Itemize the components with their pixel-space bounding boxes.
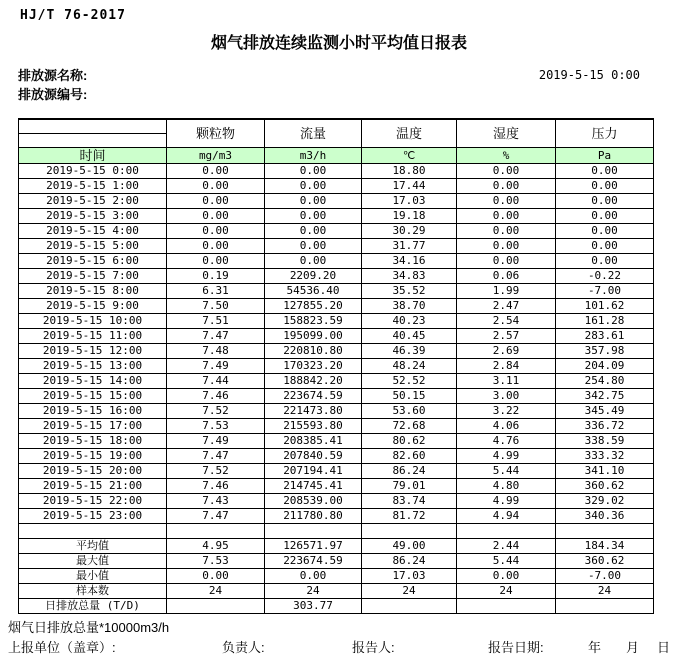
value-cell: 79.01 bbox=[362, 479, 457, 494]
time-cell: 2019-5-15 22:00 bbox=[19, 494, 167, 509]
value-cell: 3.00 bbox=[457, 389, 556, 404]
summary-value-cell: 0.00 bbox=[457, 569, 556, 584]
time-cell: 2019-5-15 11:00 bbox=[19, 329, 167, 344]
value-cell: 357.98 bbox=[556, 344, 654, 359]
value-cell: 7.53 bbox=[167, 419, 265, 434]
time-cell: 2019-5-15 17:00 bbox=[19, 419, 167, 434]
summary-value-cell: 5.44 bbox=[457, 554, 556, 569]
summary-value-cell: 24 bbox=[362, 584, 457, 599]
hour-row bbox=[19, 284, 654, 299]
responsible-person-label: 负责人: bbox=[222, 640, 265, 655]
column-header-pressure: 压力 bbox=[556, 119, 654, 148]
value-cell: 0.00 bbox=[457, 254, 556, 269]
summary-value-cell bbox=[457, 599, 556, 614]
hour-row bbox=[19, 479, 654, 494]
summary-value-cell: 2.44 bbox=[457, 539, 556, 554]
value-cell: 223674.59 bbox=[265, 389, 362, 404]
report-title: 烟气排放连续监测小时平均值日报表 bbox=[210, 35, 467, 52]
time-cell: 2019-5-15 12:00 bbox=[19, 344, 167, 359]
value-cell: 50.15 bbox=[362, 389, 457, 404]
value-cell: 7.49 bbox=[167, 359, 265, 374]
value-cell: 0.00 bbox=[265, 164, 362, 179]
value-cell: 2.69 bbox=[457, 344, 556, 359]
value-cell: 0.00 bbox=[167, 164, 265, 179]
summary-value-cell: 24 bbox=[265, 584, 362, 599]
hour-row bbox=[19, 359, 654, 374]
value-cell: -0.22 bbox=[556, 269, 654, 284]
summary-value-cell: 17.03 bbox=[362, 569, 457, 584]
hour-row bbox=[19, 389, 654, 404]
hour-row bbox=[19, 404, 654, 419]
value-cell: 336.72 bbox=[556, 419, 654, 434]
value-cell: 158823.59 bbox=[265, 314, 362, 329]
summary-row bbox=[19, 599, 654, 614]
summary-value-cell: 24 bbox=[167, 584, 265, 599]
value-cell: 2.84 bbox=[457, 359, 556, 374]
value-cell: 342.75 bbox=[556, 389, 654, 404]
value-cell: 5.44 bbox=[457, 464, 556, 479]
hour-row bbox=[19, 299, 654, 314]
summary-value-cell: 360.62 bbox=[556, 554, 654, 569]
time-cell: 2019-5-15 23:00 bbox=[19, 509, 167, 524]
value-cell: 333.32 bbox=[556, 449, 654, 464]
value-cell: 17.03 bbox=[362, 194, 457, 209]
source-name-label: 排放源名称: bbox=[18, 68, 88, 83]
month-label: 月 bbox=[626, 640, 640, 655]
value-cell: 195099.00 bbox=[265, 329, 362, 344]
value-cell: 0.00 bbox=[167, 224, 265, 239]
standard-code: HJ/T 76-2017 bbox=[20, 8, 126, 23]
time-cell: 2019-5-15 8:00 bbox=[19, 284, 167, 299]
time-cell: 2019-5-15 18:00 bbox=[19, 434, 167, 449]
hour-row bbox=[19, 254, 654, 269]
value-cell: 0.00 bbox=[167, 194, 265, 209]
value-cell: 338.59 bbox=[556, 434, 654, 449]
summary-value-cell: 0.00 bbox=[265, 569, 362, 584]
summary-value-cell: 126571.97 bbox=[265, 539, 362, 554]
column-header-temperature: 温度 bbox=[362, 119, 457, 148]
day-label: 日 bbox=[657, 640, 671, 655]
value-cell: 0.00 bbox=[167, 239, 265, 254]
value-cell: 0.19 bbox=[167, 269, 265, 284]
year-label: 年 bbox=[588, 640, 602, 655]
value-cell: 7.49 bbox=[167, 434, 265, 449]
value-cell: 3.22 bbox=[457, 404, 556, 419]
time-cell: 2019-5-15 4:00 bbox=[19, 224, 167, 239]
value-cell: 19.18 bbox=[362, 209, 457, 224]
value-cell: 0.00 bbox=[457, 239, 556, 254]
report-unit-label: 上报单位（盖章）: bbox=[8, 640, 116, 655]
value-cell: 0.00 bbox=[556, 254, 654, 269]
hour-row bbox=[19, 434, 654, 449]
value-cell: 2.47 bbox=[457, 299, 556, 314]
value-cell: 86.24 bbox=[362, 464, 457, 479]
hour-row bbox=[19, 374, 654, 389]
time-cell: 2019-5-15 2:00 bbox=[19, 194, 167, 209]
value-cell: 127855.20 bbox=[265, 299, 362, 314]
summary-value-cell: 7.53 bbox=[167, 554, 265, 569]
value-cell: 6.31 bbox=[167, 284, 265, 299]
empty-cell bbox=[19, 524, 167, 539]
value-cell: 0.00 bbox=[457, 209, 556, 224]
value-cell: 207194.41 bbox=[265, 464, 362, 479]
value-cell: 7.43 bbox=[167, 494, 265, 509]
value-cell: 46.39 bbox=[362, 344, 457, 359]
value-cell: 1.99 bbox=[457, 284, 556, 299]
value-cell: 208539.00 bbox=[265, 494, 362, 509]
summary-value-cell: 0.00 bbox=[167, 569, 265, 584]
summary-value-cell bbox=[556, 599, 654, 614]
value-cell: 101.62 bbox=[556, 299, 654, 314]
value-cell: 188842.20 bbox=[265, 374, 362, 389]
value-cell: 0.00 bbox=[556, 179, 654, 194]
value-cell: 0.00 bbox=[167, 254, 265, 269]
value-cell: 7.47 bbox=[167, 509, 265, 524]
value-cell: 80.62 bbox=[362, 434, 457, 449]
value-cell: 4.80 bbox=[457, 479, 556, 494]
time-cell: 2019-5-15 7:00 bbox=[19, 269, 167, 284]
value-cell: 204.09 bbox=[556, 359, 654, 374]
header-empty-top-cell bbox=[19, 119, 167, 134]
summary-value-cell bbox=[167, 599, 265, 614]
time-cell: 2019-5-15 21:00 bbox=[19, 479, 167, 494]
value-cell: 53.60 bbox=[362, 404, 457, 419]
summary-value-cell: 184.34 bbox=[556, 539, 654, 554]
summary-value-cell: 4.95 bbox=[167, 539, 265, 554]
value-cell: 0.00 bbox=[457, 194, 556, 209]
hourly-averages-table bbox=[18, 118, 654, 614]
time-cell: 2019-5-15 3:00 bbox=[19, 209, 167, 224]
summary-label-cell: 最小值 bbox=[19, 569, 167, 584]
value-cell: 161.28 bbox=[556, 314, 654, 329]
time-cell: 2019-5-15 6:00 bbox=[19, 254, 167, 269]
column-header-humidity: 湿度 bbox=[457, 119, 556, 148]
value-cell: 18.80 bbox=[362, 164, 457, 179]
report-datetime: 2019-5-15 0:00 bbox=[538, 68, 640, 82]
value-cell: 30.29 bbox=[362, 224, 457, 239]
source-id-label: 排放源编号: bbox=[18, 87, 88, 102]
unit-flow: m3/h bbox=[265, 148, 362, 164]
value-cell: 35.52 bbox=[362, 284, 457, 299]
value-cell: 34.83 bbox=[362, 269, 457, 284]
units-row bbox=[19, 148, 654, 164]
summary-label-cell: 平均值 bbox=[19, 539, 167, 554]
unit-humidity: % bbox=[457, 148, 556, 164]
hour-row bbox=[19, 329, 654, 344]
value-cell: 0.00 bbox=[556, 194, 654, 209]
value-cell: 72.68 bbox=[362, 419, 457, 434]
hour-row bbox=[19, 164, 654, 179]
empty-cell bbox=[457, 524, 556, 539]
value-cell: 17.44 bbox=[362, 179, 457, 194]
summary-value-cell: 24 bbox=[457, 584, 556, 599]
time-cell: 2019-5-15 16:00 bbox=[19, 404, 167, 419]
value-cell: 0.00 bbox=[265, 194, 362, 209]
value-cell: 211780.80 bbox=[265, 509, 362, 524]
value-cell: 82.60 bbox=[362, 449, 457, 464]
value-cell: 0.00 bbox=[556, 209, 654, 224]
value-cell: 0.00 bbox=[265, 254, 362, 269]
time-cell: 2019-5-15 14:00 bbox=[19, 374, 167, 389]
value-cell: 7.46 bbox=[167, 389, 265, 404]
summary-row bbox=[19, 554, 654, 569]
hour-row bbox=[19, 314, 654, 329]
value-cell: 7.44 bbox=[167, 374, 265, 389]
value-cell: 2.57 bbox=[457, 329, 556, 344]
empty-cell bbox=[265, 524, 362, 539]
time-cell: 2019-5-15 20:00 bbox=[19, 464, 167, 479]
header-empty-bottom-cell bbox=[19, 134, 167, 148]
value-cell: 7.52 bbox=[167, 404, 265, 419]
value-cell: 40.45 bbox=[362, 329, 457, 344]
value-cell: 0.00 bbox=[556, 224, 654, 239]
hour-row bbox=[19, 194, 654, 209]
hour-row bbox=[19, 269, 654, 284]
summary-value-cell: 303.77 bbox=[265, 599, 362, 614]
summary-label-cell: 日排放总量 (T/D) bbox=[19, 599, 167, 614]
hour-row bbox=[19, 419, 654, 434]
unit-pressure: Pa bbox=[556, 148, 654, 164]
hour-row bbox=[19, 224, 654, 239]
empty-cell bbox=[556, 524, 654, 539]
time-cell: 2019-5-15 10:00 bbox=[19, 314, 167, 329]
total-emission-note: 烟气日排放总量*10000m3/h bbox=[8, 620, 170, 635]
value-cell: 4.99 bbox=[457, 494, 556, 509]
value-cell: 341.10 bbox=[556, 464, 654, 479]
hour-row bbox=[19, 494, 654, 509]
empty-cell bbox=[362, 524, 457, 539]
hour-row bbox=[19, 209, 654, 224]
column-header-flow: 流量 bbox=[265, 119, 362, 148]
summary-value-cell: 24 bbox=[556, 584, 654, 599]
column-header-particulate: 颗粒物 bbox=[167, 119, 265, 148]
value-cell: 0.00 bbox=[556, 164, 654, 179]
value-cell: 0.00 bbox=[265, 209, 362, 224]
time-cell: 2019-5-15 15:00 bbox=[19, 389, 167, 404]
time-cell: 2019-5-15 9:00 bbox=[19, 299, 167, 314]
hour-row bbox=[19, 464, 654, 479]
value-cell: 0.00 bbox=[556, 239, 654, 254]
source-labels bbox=[18, 66, 87, 104]
value-cell: 34.16 bbox=[362, 254, 457, 269]
time-cell: 2019-5-15 13:00 bbox=[19, 359, 167, 374]
value-cell: 7.50 bbox=[167, 299, 265, 314]
summary-label-cell: 最大值 bbox=[19, 554, 167, 569]
unit-temperature: ℃ bbox=[362, 148, 457, 164]
value-cell: 0.00 bbox=[457, 164, 556, 179]
summary-value-cell: 49.00 bbox=[362, 539, 457, 554]
value-cell: 7.51 bbox=[167, 314, 265, 329]
value-cell: 0.00 bbox=[167, 179, 265, 194]
value-cell: 0.00 bbox=[457, 179, 556, 194]
spacer-row bbox=[19, 524, 654, 539]
value-cell: 7.47 bbox=[167, 329, 265, 344]
value-cell: 170323.20 bbox=[265, 359, 362, 374]
pollutant-header-row bbox=[19, 119, 654, 134]
value-cell: 4.94 bbox=[457, 509, 556, 524]
value-cell: 340.36 bbox=[556, 509, 654, 524]
value-cell: 7.47 bbox=[167, 449, 265, 464]
hour-row bbox=[19, 509, 654, 524]
value-cell: 329.02 bbox=[556, 494, 654, 509]
summary-value-cell: 86.24 bbox=[362, 554, 457, 569]
value-cell: 7.52 bbox=[167, 464, 265, 479]
time-cell: 2019-5-15 1:00 bbox=[19, 179, 167, 194]
value-cell: 360.62 bbox=[556, 479, 654, 494]
value-cell: 7.48 bbox=[167, 344, 265, 359]
value-cell: 4.99 bbox=[457, 449, 556, 464]
value-cell: 38.70 bbox=[362, 299, 457, 314]
value-cell: 4.76 bbox=[457, 434, 556, 449]
value-cell: 0.00 bbox=[167, 209, 265, 224]
hour-row bbox=[19, 179, 654, 194]
value-cell: 208385.41 bbox=[265, 434, 362, 449]
hour-row bbox=[19, 239, 654, 254]
value-cell: 83.74 bbox=[362, 494, 457, 509]
value-cell: 0.00 bbox=[265, 179, 362, 194]
value-cell: 254.80 bbox=[556, 374, 654, 389]
summary-row bbox=[19, 584, 654, 599]
hour-row bbox=[19, 344, 654, 359]
value-cell: 221473.80 bbox=[265, 404, 362, 419]
value-cell: 207840.59 bbox=[265, 449, 362, 464]
summary-value-cell bbox=[362, 599, 457, 614]
time-cell: 2019-5-15 0:00 bbox=[19, 164, 167, 179]
value-cell: 81.72 bbox=[362, 509, 457, 524]
summary-row bbox=[19, 539, 654, 554]
unit-particulate: mg/m3 bbox=[167, 148, 265, 164]
value-cell: 3.11 bbox=[457, 374, 556, 389]
value-cell: -7.00 bbox=[556, 284, 654, 299]
time-column-header: 时间 bbox=[19, 148, 167, 164]
value-cell: 0.00 bbox=[457, 224, 556, 239]
value-cell: 48.24 bbox=[362, 359, 457, 374]
value-cell: 2209.20 bbox=[265, 269, 362, 284]
value-cell: 220810.80 bbox=[265, 344, 362, 359]
hour-row bbox=[19, 449, 654, 464]
value-cell: 0.06 bbox=[457, 269, 556, 284]
value-cell: 7.46 bbox=[167, 479, 265, 494]
summary-label-cell: 样本数 bbox=[19, 584, 167, 599]
value-cell: 2.54 bbox=[457, 314, 556, 329]
empty-cell bbox=[167, 524, 265, 539]
summary-row bbox=[19, 569, 654, 584]
time-cell: 2019-5-15 5:00 bbox=[19, 239, 167, 254]
value-cell: 0.00 bbox=[265, 239, 362, 254]
value-cell: 31.77 bbox=[362, 239, 457, 254]
value-cell: 4.06 bbox=[457, 419, 556, 434]
value-cell: 0.00 bbox=[265, 224, 362, 239]
reporter-label: 报告人: bbox=[352, 640, 395, 655]
summary-value-cell: 223674.59 bbox=[265, 554, 362, 569]
value-cell: 214745.41 bbox=[265, 479, 362, 494]
value-cell: 54536.40 bbox=[265, 284, 362, 299]
report-date-label: 报告日期: bbox=[488, 640, 544, 655]
value-cell: 283.61 bbox=[556, 329, 654, 344]
value-cell: 40.23 bbox=[362, 314, 457, 329]
time-cell: 2019-5-15 19:00 bbox=[19, 449, 167, 464]
value-cell: 215593.80 bbox=[265, 419, 362, 434]
value-cell: 345.49 bbox=[556, 404, 654, 419]
summary-value-cell: -7.00 bbox=[556, 569, 654, 584]
value-cell: 52.52 bbox=[362, 374, 457, 389]
